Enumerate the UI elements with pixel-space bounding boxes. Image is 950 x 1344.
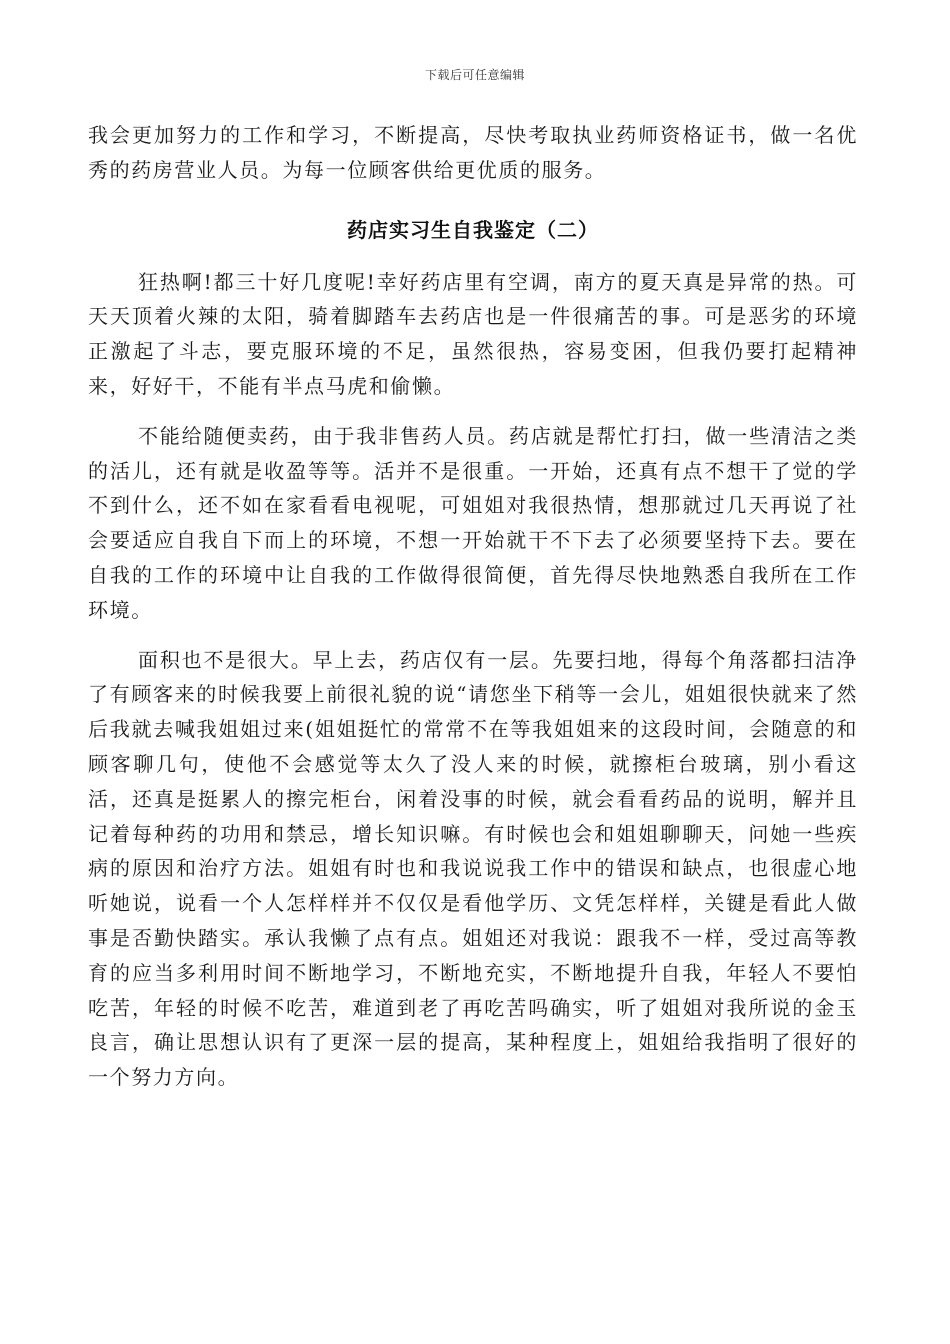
paragraph-1: 狂热啊!都三十好几度呢!幸好药店里有空调，南方的夏天真是异常的热。可天天顶着火辣的太阳，骑着脚踏车去药店也是一件很痛苦的事。可是恶劣的环境正激起了斗志，要克服环境的不足，虽然很热，容易变困，但我仍要打起精神来，好好干，不能有半点马虎和偷懒。 bbox=[88, 269, 858, 398]
page-header-note: 下载后可任意编辑 bbox=[424, 68, 525, 82]
section-title: 药店实习生自我鉴定（二） bbox=[347, 217, 599, 242]
intro-paragraph: 我会更加努力的工作和学习，不断提高，尽快考取执业药师资格证书，做一名优秀的药房营业人员。为每一位顾客供给更优质的服务。 bbox=[88, 123, 858, 182]
document-body bbox=[88, 118, 858, 1095]
paragraph-2: 不能给随便卖药，由于我非售药人员。药店就是帮忙打扫，做一些清洁之类的活儿，还有就是收盈等等。活并不是很重。一开始，还真有点不想干了觉的学不到什么，还不如在家看看电视呢，可姐姐对我很热情，想那就过几天再说了社会要适应自我自下而上的环境，不想一开始就干不下去了必须要坚持下去。要在自我的工作的环境中让自我的工作做得很简便，首先得尽快地熟悉自我所在工作环境。 bbox=[88, 423, 858, 622]
paragraph-3: 面积也不是很大。早上去，药店仅有一层。先要扫地，得每个角落都扫洁净了有顾客来的时候我要上前很礼貌的说“请您坐下稍等一会儿，姐姐很快就来了然后我就去喊我姐姐过来(姐姐挺忙的常常不在等我姐姐来的这段时间，会随意的和顾客聊几句，使他不会感觉等太久了没人来的时候，就擦柜台玻璃，别小看这活，还真是挺累人的擦完柜台，闲着没事的时候，就会看看药品的说明，解并且记着每种药的功用和禁忌，增长知识嘛。有时候也会和姐姐聊聊天，问她一些疾病的原因和治疗方法。姐姐有时也和我说说我工作中的错误和缺点，也很虚心地听她说，说看一个人怎样样并不仅仅是看他学历、文凭怎样样，关键是看此人做事是否勤快踏实。承认我懒了点有点。姐姐还对我说：跟我不一样，受过高等教育的应当多利用时间不断地学习，不断地充实，不断地提升自我，年轻人不要怕吃苦，年轻的时候不吃苦，难道到老了再吃苦吗确实，听了姐姐对我所说的金玉良言，确让思想认识有了更深一层的提高，某种程度上，姐姐给我指明了很好的一个努力方向。 bbox=[88, 647, 858, 1090]
